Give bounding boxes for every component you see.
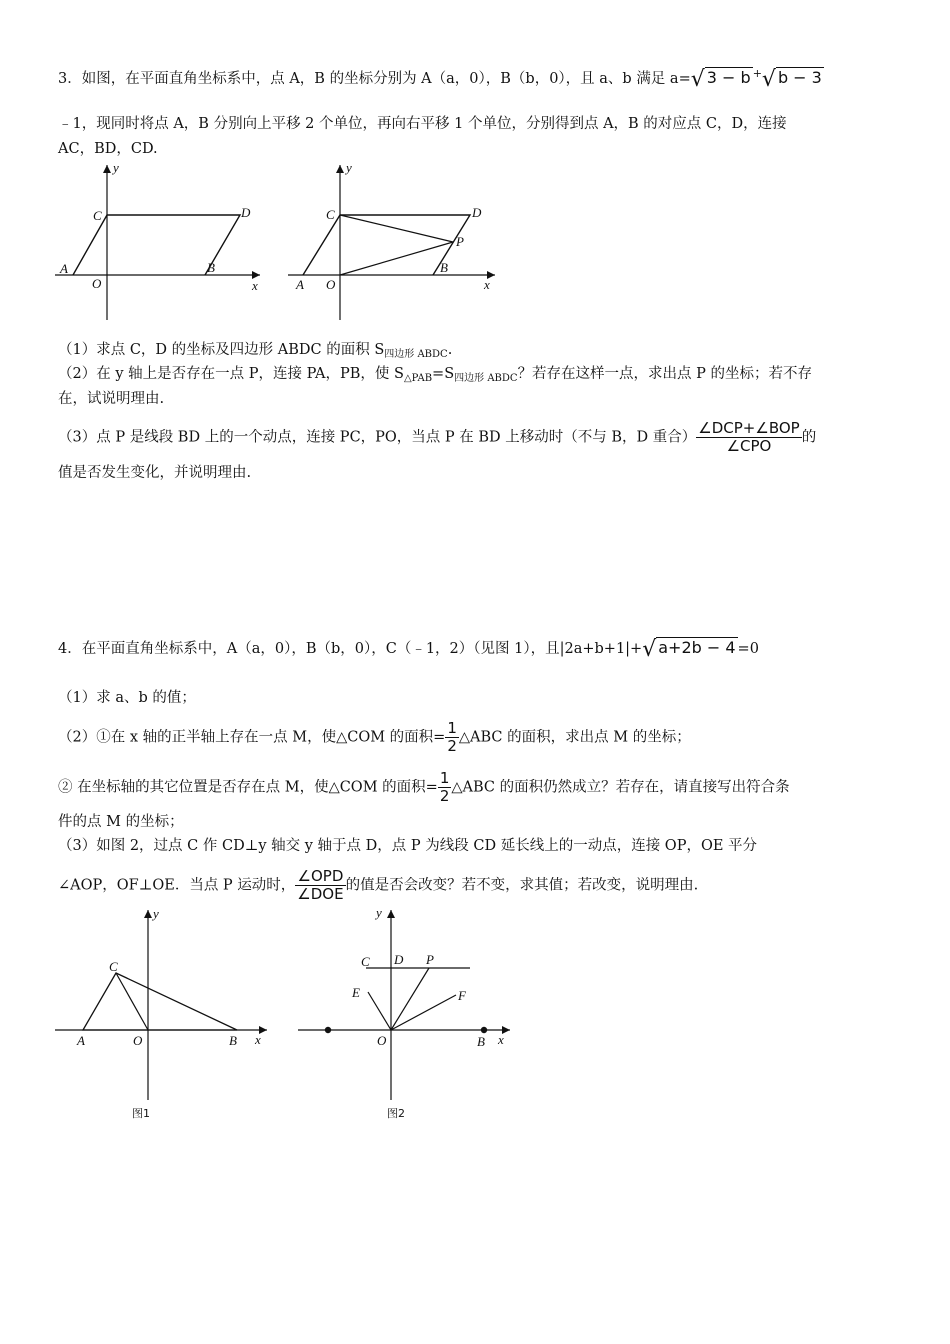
q4-angle-fraction: $\frac{\text{∠OPD}}{\text{∠DOE}}$ [297,867,344,903]
fig4b-caption: 图2 [387,1107,405,1120]
figure-3b [288,160,508,325]
fig3b-x-label: x [484,277,490,292]
fig3a-A-label: A [60,261,68,276]
fig4a-C-label: C [109,959,118,974]
fig3a-D-label: D [241,205,251,220]
q3-part1: （1）求点 C，D 的坐标及四边形 ABDC 的面积 $S_{四边形 ABDC}$. [58,342,453,360]
fig4b-D-label: D [394,952,404,967]
fig3b-P-label: P [456,234,464,249]
q3-part2-line2: 在，试说明理由. [58,391,165,407]
q4-line1: 4．在平面直角坐标系中，A（a，0），B（b，0），C（﹣1，2）（见图 1），且|2a+b+1|+√ a+2b − 4 =0 [58,637,759,662]
q3-sqrt-2: √ b − 3 [761,66,822,92]
fig3a-y-label: y [113,160,119,175]
fig4a-x-label: x [255,1032,261,1047]
fig4a-B-label: B [229,1033,237,1048]
fig3b-C-label: C [326,207,335,222]
fig4b-C-label: C [361,954,370,969]
fig3a-x-label: x [252,278,258,293]
q4-part2-2: ② 在坐标轴的其它位置是否存在点 M，使△COM 的面积= $\frac{1}{2}$ △ABC 的面积仍然成立？若存在，请直接写出符合条 [58,769,790,805]
fig3a-O-label: O [92,276,102,291]
q4-part2-1: （2）①在 x 轴的正半轴上存在一点 M，使△COM 的面积= $\frac{1}{2}$ △ABC 的面积，求出点 M 的坐标； [58,719,691,755]
q3-part3-line2: 值是否发生变化，并说明理由. [58,465,252,481]
figure-3a [55,160,275,325]
fig4b-E-label: E [352,985,360,1000]
q4-part3-line2: ∠AOP，OF⊥OE．当点 P 运动时， $\frac{\text{∠OPD}}{\text{∠DOE}}$ 的值是否会改变？若不变，求其值；若改变，说明理由. [58,867,699,903]
q3-line1 [58,64,824,90]
fig3b-O-label: O [326,277,336,292]
fig4a-y-label: y [153,906,159,921]
fig3b-D-label: D [472,205,482,220]
fig4b-B-label: B [477,1034,485,1049]
half-fraction: $\frac{1}{2}$ [447,719,457,755]
q3-part3: （3）点 P 是线段 BD 上的一个动点，连接 PC，PO，当点 P 在 BD 上移动时（不与 B，D 重合） $\frac{\text{∠DCP+∠BOP}}{\text{∠CPO}}$ 的 [58,419,817,455]
fig4b-F-label: F [458,988,466,1003]
q3-part2: （2）在 y 轴上是否存在一点 P，连接 PA，PB，使 $S_{\triangle PAB}=S_{四边形 ABDC}$？若存在这样一点，求出点 P 的坐标；若不存 [58,366,813,384]
fig3b-A-label: A [296,277,304,292]
q3-line3: AC，BD，CD. [58,141,158,157]
fig4b-O-label: O [377,1033,387,1048]
fig3a-B-label: B [207,260,215,275]
q3-sqrt-1: √ 3 − b [690,66,751,92]
figure-4-2 [298,905,528,1125]
fig4a-A-label: A [77,1033,85,1048]
q4-part3-line1: （3）如图 2，过点 C 作 CD⊥y 轴交 y 轴于点 D，点 P 为线段 CD 延长线上的一动点，连接 OP，OE 平分 [58,838,758,854]
plus-sign: + [752,67,762,80]
figure-4-1 [55,905,285,1125]
fig4b-P-label: P [426,952,434,967]
fig3b-y-label: y [346,160,352,175]
q4-part1: （1）求 a、b 的值； [58,690,196,706]
q3-intro-text: 3．如图，在平面直角坐标系中，点 A，B 的坐标分别为 A（a，0），B（b，0），且 a、b 满足 a= [58,70,691,87]
fig4a-O-label: O [133,1033,143,1048]
fig4b-y-label: y [376,905,382,920]
q3-line2: ﹣1，现同时将点 A，B 分别向上平移 2 个单位，再向右平移 1 个单位，分别得到点 A，B 的对应点 C，D，连接 [58,116,787,132]
q4-part2-2-line2: 件的点 M 的坐标； [58,814,184,830]
fig3a-C-label: C [93,208,102,223]
fig4b-x-label: x [498,1032,504,1047]
half-fraction-2: $\frac{1}{2}$ [439,769,450,805]
q4-sqrt: √ a+2b − 4 [642,637,736,662]
q3-angle-fraction: $\frac{\text{∠DCP+∠BOP}}{\text{∠CPO}}$ [698,419,800,455]
fig3b-B-label: B [440,260,448,275]
fig4a-caption: 图1 [132,1107,150,1120]
